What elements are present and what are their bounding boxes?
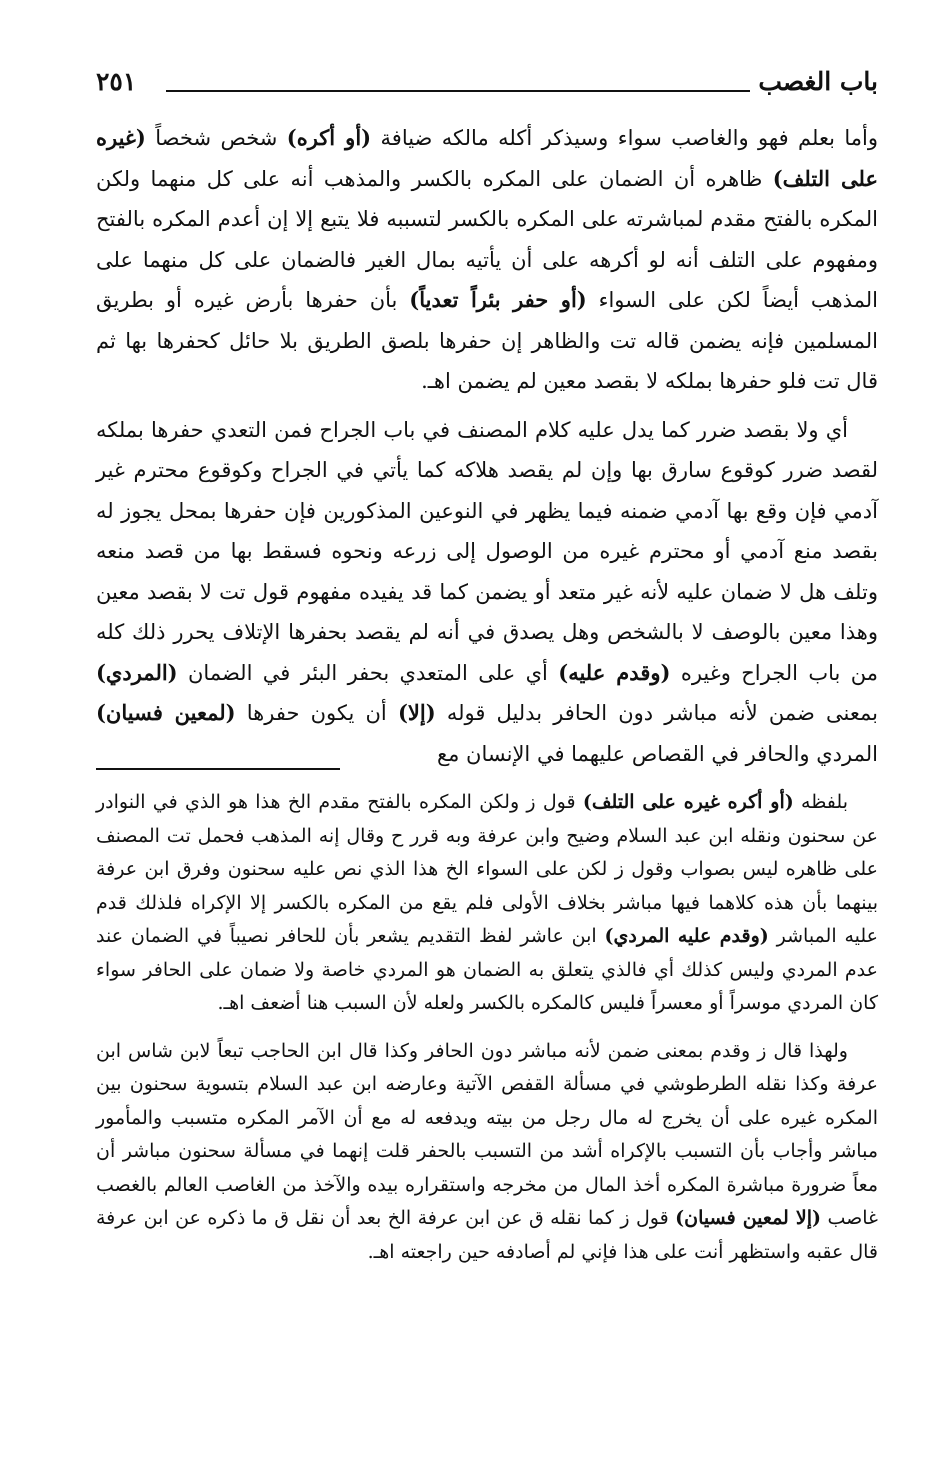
- commentary-notes: [96, 786, 878, 1269]
- footnote-separator: [96, 768, 340, 770]
- bold-quote: (غيره على التلف): [96, 125, 878, 191]
- bold-quote: (لمعين فسيان): [96, 700, 236, 725]
- note-paragraph: [96, 1035, 878, 1270]
- note-paragraph: [96, 786, 878, 1021]
- text-run: أي ولا بقصد ضرر كما يدل عليه كلام المصنف في باب الجراح فمن التعدي حفرها بملكه لقصد ضرر كوقوع سارق بها وإن لم يقصد هلاكه كما يأتي في الجراح وكوقوع محترم غير آدمي فإن وقع بها آدمي ضمنه فيما يظهر في النوعين المذكورين فإن حفرها بمحل يجوز له بقصد منع آدمي أو محترم غيره من الوصول إلى زرعه ونحوه فسقط بها من قصد منعه وتلف هل لا ضمان عليه لأنه غير متعد أو يضمن كما قد يفيده مفهوم قول تت لا بقصد معين وهذا معين بالوصف لا بالشخص وهل يصدق في أنه لم يقصد بحفرها الإتلاف يحرر ذلك كله من باب الجراح وغيره: [96, 417, 879, 685]
- main-paragraph: [96, 118, 878, 402]
- page-header: [96, 64, 878, 104]
- text-run: بأن حفرها بأرض غيره أو بطريق المسلمين فإنه يضمن قاله تت والظاهر إن حفرها بلصق الطريق بلا حائل كحفرها بها ثم قال تت فلو حفرها بملكه لا بقصد معين لم يضمن اهـ.: [96, 288, 878, 393]
- bold-quote: (المردي): [96, 659, 178, 685]
- text-run: قول ز ولكن المكره بالفتح مقدم الخ هذا هو الذي في النوادر عن سحنون ونقله ابن عبد السلام وضيح وابن عرفة وبه قرر ح وقال إنه المذهب فحمل تت المصنف على ظاهره ليس بصواب وقول ز لكن على السواء الخ هذا الذي نص عليه سحنون وفرق ابن عرفة بينهما بأن هذه كلاهما فيها مباشر بخلاف الأولى فلم يقع من المكره بالكسر إلا الإكراه فلذلك قدم عليه المباشر: [96, 791, 879, 947]
- page-number: ٢٥١: [96, 67, 137, 96]
- text-run: ظاهره أن الضمان على المكره بالكسر والمذهب أنه على كل منهما ولكن المكره بالفتح مقدم لمباشرته على المكره بالكسر لتسببه فلا يتبع إلا إن أعدم المكره بالفتح ومفهوم على التلف أنه لو أكرهه على أن يأتيه بمال الغير فالضمان على كل منهما على المذهب أيضاً لكن على السواء: [96, 166, 878, 312]
- text-run: قول ز كما نقله ق عن ابن عرفة الخ بعد أن نقل ق ما ذكره عن ابن عرفة قال عقبه واستظهر أنت على هذا فإني لم أصادفه حين راجعته اهـ.: [96, 1207, 878, 1263]
- bold-quote: (إلا): [397, 700, 436, 725]
- text-run: ابن عاشر لفظ التقديم يشعر بأن للحافر نصيباً في الضمان عند عدم المردي وليس كذلك أي فالذي يتعلق به الضمان هو المردي خاصة ولا ضمان على الحافر سواء كان المردي موسراً أو معسراً فليس كالمكره بالكسر ولعله لأن السبب هنا أضعف اهـ.: [96, 925, 878, 1014]
- bold-quote: (وقدم عليه): [558, 659, 671, 685]
- text-run: بلفظه: [793, 791, 848, 813]
- text-run: بمعنى ضمن لأنه مباشر دون الحافر بدليل قوله: [435, 701, 878, 725]
- text-run: أن يكون حفرها: [235, 701, 398, 725]
- bold-quote: (أو أكره غيره على التلف): [582, 791, 794, 813]
- text-run: ولهذا قال ز وقدم بمعنى ضمن لأنه مباشر دون الحافر وكذا قال ابن الحاجب تبعاً لابن شاس ابن عرفة وكذا نقله الطرطوشي في مسألة القفص الآتية وعارضه ابن عبد السلام بتسوية سحنون بين المكره غيره على أن يخرج له مال رجل من بيته ويدفعه له مع أن الآمر المكره متسبب والمأمور مباشر وأجاب بأن التسبب بالإكراه أشد من التسبب بالحفر قلت إنهما في مسألة سحنون مباشر أن معاً ضرورة مباشرة المكره أخذ المال من مخرجه واستقراره بيده والآخذ من الغاصب العالم بالغصب غاصب: [96, 1039, 878, 1229]
- text-run: وأما بعلم فهو والغاصب سواء وسيذكر أكله مالكه ضيافة: [371, 126, 878, 150]
- chapter-title: باب الغصب: [758, 67, 878, 96]
- main-text: [96, 118, 878, 774]
- text-run: شخص شخصاً: [145, 126, 287, 150]
- header-rule: [166, 90, 750, 92]
- bold-quote: (أو حفر بئراً تعدياً): [409, 287, 587, 312]
- text-run: أي على المتعدي بحفر البئر في الضمان: [177, 660, 559, 685]
- bold-quote: (وقدم عليه المردي): [604, 925, 769, 947]
- main-paragraph: [96, 410, 878, 775]
- bold-quote: (إلا لمعين فسيان): [675, 1207, 821, 1229]
- text-run: المردي والحافر في القصاص عليهما في الإنسان مع: [436, 741, 878, 766]
- bold-quote: (أو أكره): [286, 125, 372, 150]
